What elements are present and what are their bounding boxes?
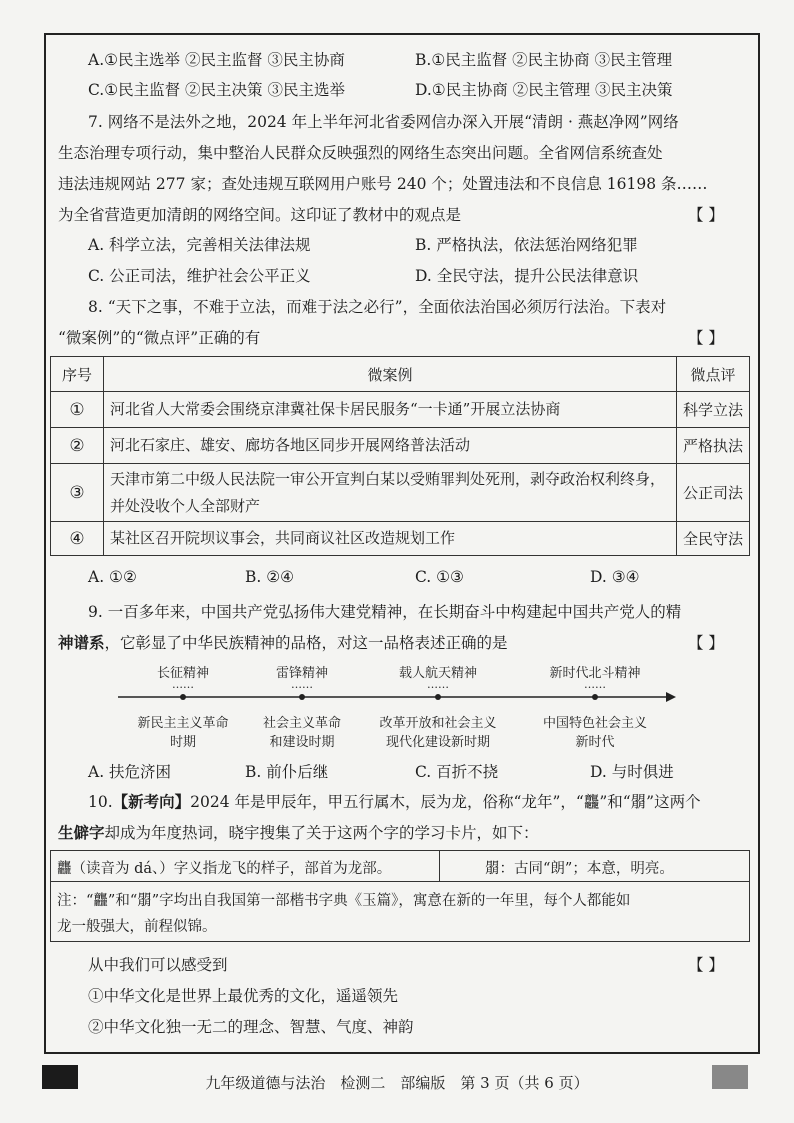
timeline-spirit: 新时代北斗精神 — [549, 666, 641, 681]
timeline-period: 现代化建设新时期 — [385, 735, 491, 750]
row-case: 河北石家庄、雄安、廊坊各地区同步开展网络普法活动 — [104, 428, 677, 464]
study-card-lang: 朤：古同“朗”；本意，明亮。 — [485, 861, 674, 877]
q9-option-b: B. 前仆后继 — [245, 763, 329, 781]
q8-option-b: B. ②④ — [245, 568, 295, 586]
q10-statement-2: ②中华文化独一无二的理念、智慧、气度、神韵 — [88, 1018, 414, 1036]
q9-keyword: 神谱系 — [58, 633, 105, 652]
row-number: ④ — [51, 522, 104, 556]
q7-stem-line2: 生态治理专项行动，集中整治人民群众反映强烈的网络生态突出问题。全省网信系统查处 — [58, 144, 663, 162]
q6-option-a: A.①民主选举 ②民主监督 ③民主协商 — [88, 51, 345, 69]
timeline-period: 中国特色社会主义 — [542, 716, 648, 731]
q7-option-c: C. 公正司法，维护社会公平正义 — [88, 267, 311, 285]
timeline-period: 社会主义革命 — [262, 716, 342, 731]
q9-answer-bracket: 【 】 — [688, 634, 724, 652]
page-footer: 九年级道德与法治 检测二 部编版 第 3 页（共 6 页） — [205, 1074, 589, 1092]
q10-prompt: 从中我们可以感受到 — [88, 956, 228, 974]
timeline-node — [180, 694, 186, 700]
row-case: 某社区召开院坝议事会，共同商议社区改造规划工作 — [104, 522, 677, 556]
study-card-top-row — [51, 851, 749, 882]
table-row — [51, 522, 750, 556]
timeline-ellipsis: …… — [172, 678, 194, 691]
timeline-ellipsis: …… — [584, 678, 606, 691]
q10-number: 10. — [88, 793, 113, 811]
q8-answer-bracket: 【 】 — [688, 329, 724, 347]
timeline-period: 新民主主义革命 — [137, 716, 229, 731]
row-comment: 严格执法 — [676, 428, 749, 464]
q8-option-c: C. ①③ — [415, 568, 464, 586]
study-card-cell-left — [51, 851, 440, 881]
timeline-period: 新时代 — [575, 735, 615, 750]
timeline-spirit: 载人航天精神 — [398, 666, 478, 681]
row-comment: 公正司法 — [676, 464, 749, 522]
q10-statement-1: ①中华文化是世界上最优秀的文化，遥遥领先 — [88, 987, 399, 1005]
q7-stem-line3: 违法违规网站 277 家；查处违规互联网用户账号 240 个；处置违法和不良信息 16198 条…… — [58, 175, 708, 193]
row-number: ① — [51, 392, 104, 428]
row-case: 河北省人大常委会围绕京津冀社保卡居民服务“一卡通”开展立法协商 — [104, 392, 677, 428]
table-row — [51, 392, 750, 428]
q9-option-c: C. 百折不挠 — [415, 763, 499, 781]
q7-option-a: A. 科学立法，完善相关法律法规 — [88, 236, 311, 254]
q6-option-d: D.①民主协商 ②民主管理 ③民主决策 — [415, 81, 673, 99]
q7-option-d: D. 全民守法，提升公民法律意识 — [415, 267, 639, 285]
table-row — [51, 464, 750, 522]
q8-stem-line1: 8. “天下之事，不难于立法，而难于法之必行”，全面依法治国必须厉行法治。下表对 — [88, 298, 667, 316]
q9-stem-line1: 9. 一百多年来，中国共产党弘扬伟大建党精神，在长期奋斗中构建起中国共产党人的精 — [88, 603, 682, 621]
q6-option-b: B.①民主监督 ②民主协商 ③民主管理 — [415, 51, 673, 69]
q7-answer-bracket: 【 】 — [688, 206, 724, 224]
q7-option-b: B. 严格执法，依法惩治网络犯罪 — [415, 236, 638, 254]
q9-option-a: A. 扶危济困 — [88, 763, 172, 781]
row-comment: 全民守法 — [676, 522, 749, 556]
row-number: ③ — [51, 464, 104, 522]
q10-stem-line2-rest: 却成为年度热词，晓宇搜集了关于这两个字的学习卡片，如下： — [104, 824, 539, 842]
row-comment: 科学立法 — [676, 392, 749, 428]
timeline-ellipsis: …… — [427, 678, 449, 691]
timeline-node — [435, 694, 441, 700]
q9-stem-line2-rest: ，它彰显了中华民族精神的品格，对这一品格表述正确的是 — [104, 634, 508, 652]
header-case: 微案例 — [104, 357, 677, 392]
study-card-note-line1: 注：“龘”和“朤”字均出自我国第一部楷书字典《玉篇》，寓意在新的一年里，每个人都能如 — [57, 893, 631, 909]
table-header-row — [51, 357, 750, 392]
study-card — [50, 850, 750, 942]
timeline-node — [592, 694, 598, 700]
study-card-da: 龘（读音为 dá、）字义指龙飞的样子，部首为龙部。 — [57, 861, 392, 877]
q8-stem-line2: “微案例”的“微点评”正确的有 — [58, 329, 261, 347]
timeline-ellipsis: …… — [291, 678, 313, 691]
q10-stem-line1 — [88, 790, 701, 812]
header-number: 序号 — [51, 357, 104, 392]
q9-stem-line2 — [58, 631, 508, 653]
timeline-period: 改革开放和社会主义 — [379, 716, 497, 731]
q10-answer-bracket: 【 】 — [688, 956, 724, 974]
q7-stem-line1: 7. 网络不是法外之地，2024 年上半年河北省委网信办深入开展“清朗 · 燕赵净网”网络 — [88, 113, 679, 131]
timeline-period: 时期 — [169, 735, 197, 750]
q9-option-d: D. 与时俱进 — [590, 763, 674, 781]
timeline-period: 和建设时期 — [269, 735, 335, 750]
q10-keyword: 生僻字 — [58, 823, 105, 842]
timeline-spirit: 雷锋精神 — [275, 666, 329, 681]
micro-case-table — [50, 356, 750, 556]
q6-option-c: C.①民主监督 ②民主决策 ③民主选举 — [88, 81, 345, 99]
q8-option-a: A. ①② — [88, 568, 137, 586]
row-number: ② — [51, 428, 104, 464]
q10-tag: 【新考向】 — [112, 792, 191, 811]
q10-stem-line1-rest: 2024 年是甲辰年，甲五行属木，辰为龙，俗称“龙年”，“龘”和“朤”这两个 — [190, 793, 701, 811]
timeline-spirit: 长征精神 — [156, 666, 210, 681]
q10-stem-line2 — [58, 821, 539, 843]
row-case: 天津市第二中级人民法院一审公开宣判白某以受贿罪判处死刑，剥夺政治权利终身，并处没收个人全部财产 — [104, 464, 677, 522]
header-comment: 微点评 — [676, 357, 749, 392]
q8-option-d: D. ③④ — [590, 568, 640, 586]
q7-stem-line4: 为全省营造更加清朗的网络空间。这印证了教材中的观点是 — [58, 206, 462, 224]
table-row — [51, 428, 750, 464]
study-card-note-line2: 龙一般强大，前程似锦。 — [57, 919, 217, 935]
timeline-node — [299, 694, 305, 700]
